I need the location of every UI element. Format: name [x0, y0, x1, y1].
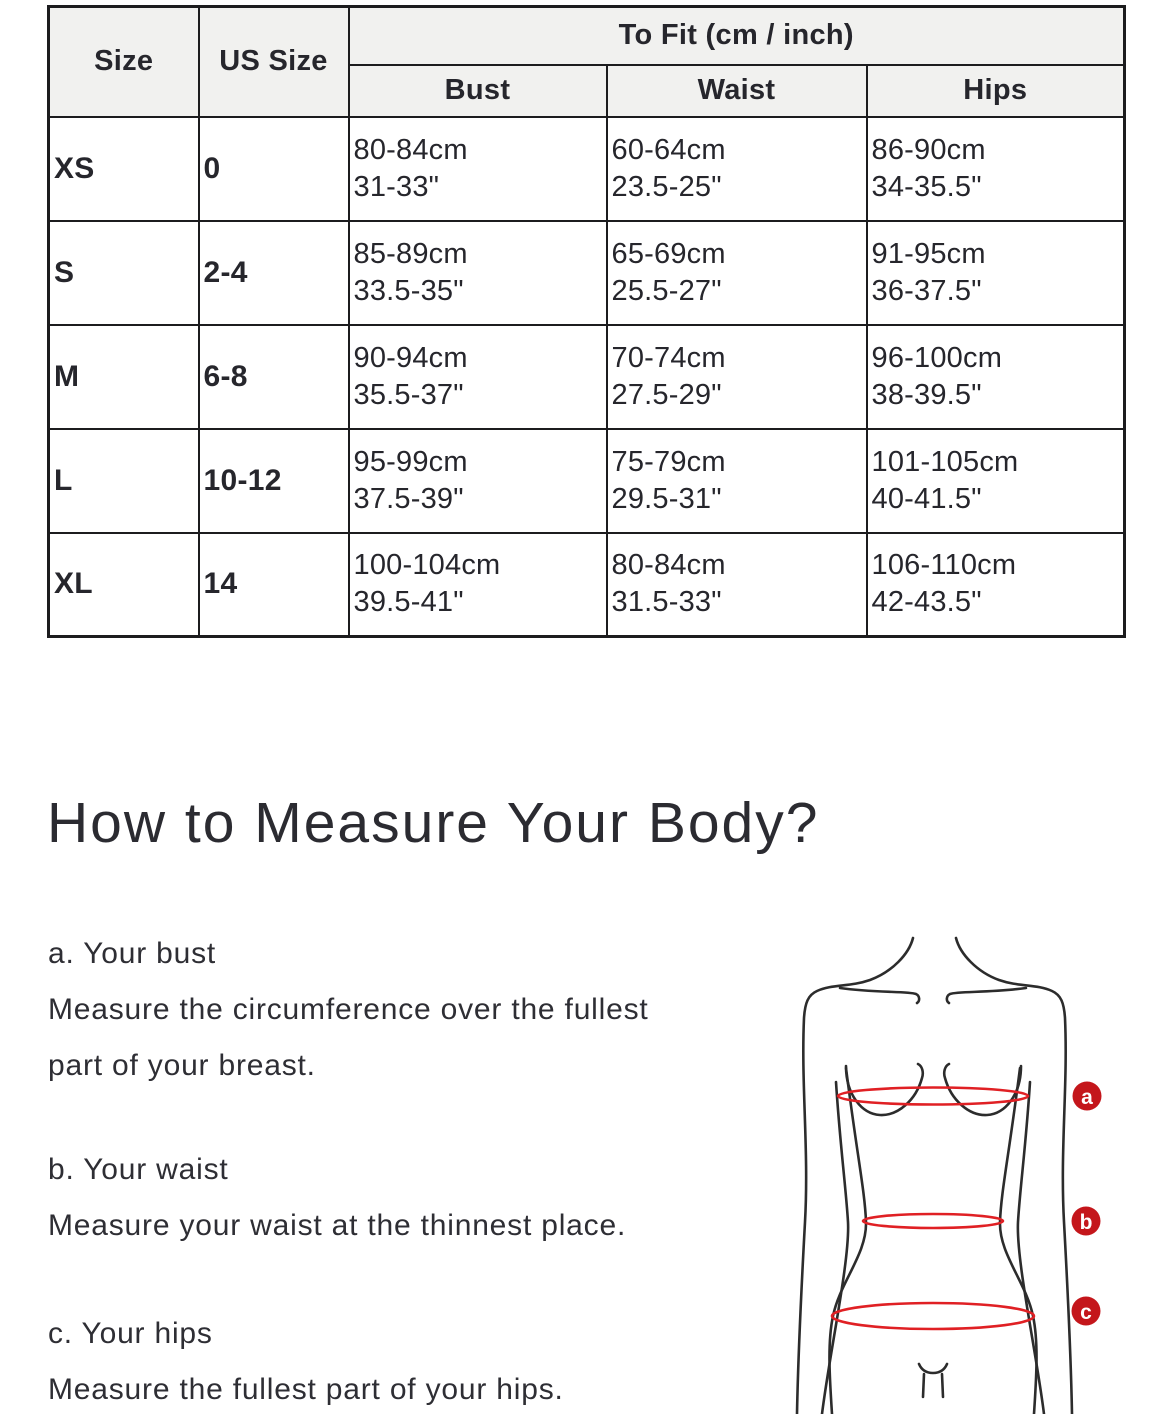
badge-waist-letter: b	[1079, 1211, 1093, 1234]
waist-in: 23.5-25"	[611, 170, 722, 203]
waist-cm: 80-84cm	[611, 549, 726, 582]
bust-cell	[349, 221, 607, 325]
us-size-value: 10-12	[199, 429, 349, 533]
section-waist-text: Measure your waist at the thinnest place.	[48, 1209, 627, 1242]
waist-measure-line	[863, 1214, 1003, 1228]
badge-hips	[1072, 1297, 1101, 1326]
waist-cm: 75-79cm	[611, 445, 726, 478]
bust-cm: 100-104cm	[353, 549, 501, 582]
col-header-hips: Hips	[867, 65, 1125, 117]
page-title: How to Measure Your Body?	[47, 791, 820, 855]
section-bust-label: a. Your bust	[48, 937, 217, 970]
waist-in: 31.5-33"	[611, 586, 722, 619]
size-label: M	[49, 325, 199, 429]
bust-in: 37.5-39"	[353, 482, 464, 515]
col-header-us-size: US Size	[199, 7, 349, 117]
hips-cell	[867, 117, 1125, 221]
hips-in: 34-35.5"	[871, 170, 982, 203]
bust-in: 33.5-35"	[353, 274, 464, 307]
bust-cm: 80-84cm	[353, 133, 468, 166]
us-size-value: 6-8	[199, 325, 349, 429]
us-size-value: 14	[199, 533, 349, 637]
hips-measure-line	[832, 1303, 1034, 1329]
table-row-s	[49, 221, 1125, 325]
bust-cell	[349, 325, 607, 429]
waist-cell	[607, 117, 867, 221]
body-outline	[797, 938, 1072, 1414]
col-header-waist: Waist	[607, 65, 867, 117]
section-bust-text-1: Measure the circumference over the fullest	[48, 993, 649, 1026]
waist-cell	[607, 221, 867, 325]
size-label: XS	[49, 117, 199, 221]
bust-cell	[349, 533, 607, 637]
bust-measure-line	[838, 1088, 1028, 1105]
hips-cell	[867, 533, 1125, 637]
section-waist	[48, 1142, 793, 1254]
waist-cm: 60-64cm	[611, 133, 726, 166]
body-figure	[770, 930, 1170, 1414]
badge-hips-letter: c	[1080, 1301, 1092, 1324]
hips-in: 42-43.5"	[871, 586, 982, 619]
hips-cell	[867, 325, 1125, 429]
section-bust	[48, 926, 793, 1094]
hips-in: 36-37.5"	[871, 274, 982, 307]
size-label: S	[49, 221, 199, 325]
col-header-to-fit: To Fit (cm / inch)	[349, 7, 1125, 65]
size-label: L	[49, 429, 199, 533]
hips-cell	[867, 429, 1125, 533]
size-label: XL	[49, 533, 199, 637]
us-size-value: 0	[199, 117, 349, 221]
waist-cm: 65-69cm	[611, 237, 726, 270]
table-row-xl	[49, 533, 1125, 637]
bust-cm: 95-99cm	[353, 445, 468, 478]
col-header-size: Size	[49, 7, 199, 117]
section-bust-text-2: part of your breast.	[48, 1049, 316, 1082]
hips-cm: 101-105cm	[871, 445, 1019, 478]
us-size-value: 2-4	[199, 221, 349, 325]
col-header-bust: Bust	[349, 65, 607, 117]
section-hips-text: Measure the fullest part of your hips.	[48, 1373, 564, 1406]
section-hips-label: c. Your hips	[48, 1317, 213, 1350]
hips-cell	[867, 221, 1125, 325]
section-hips	[48, 1306, 793, 1414]
waist-cell	[607, 325, 867, 429]
waist-in: 27.5-29"	[611, 378, 722, 411]
hips-cm: 106-110cm	[871, 549, 1017, 582]
bust-cm: 85-89cm	[353, 237, 468, 270]
bust-cm: 90-94cm	[353, 341, 468, 374]
table-row-xs	[49, 117, 1125, 221]
bust-in: 35.5-37"	[353, 378, 464, 411]
waist-in: 29.5-31"	[611, 482, 722, 515]
waist-cm: 70-74cm	[611, 341, 726, 374]
bust-cell	[349, 117, 607, 221]
hips-cm: 96-100cm	[871, 341, 1003, 374]
bust-cell	[349, 429, 607, 533]
hips-in: 40-41.5"	[871, 482, 982, 515]
section-waist-label: b. Your waist	[48, 1153, 229, 1186]
waist-cell	[607, 429, 867, 533]
bust-in: 39.5-41"	[353, 586, 464, 619]
table-row-l	[49, 429, 1125, 533]
hips-cm: 91-95cm	[871, 237, 986, 270]
table-row-m	[49, 325, 1125, 429]
size-chart-table	[47, 5, 1126, 638]
badge-waist	[1072, 1207, 1101, 1236]
bust-in: 31-33"	[353, 170, 440, 203]
waist-in: 25.5-27"	[611, 274, 722, 307]
badge-bust-letter: a	[1081, 1086, 1093, 1109]
waist-cell	[607, 533, 867, 637]
badge-bust	[1073, 1082, 1102, 1111]
hips-cm: 86-90cm	[871, 133, 986, 166]
hips-in: 38-39.5"	[871, 378, 982, 411]
body-figure-svg	[770, 930, 1170, 1414]
